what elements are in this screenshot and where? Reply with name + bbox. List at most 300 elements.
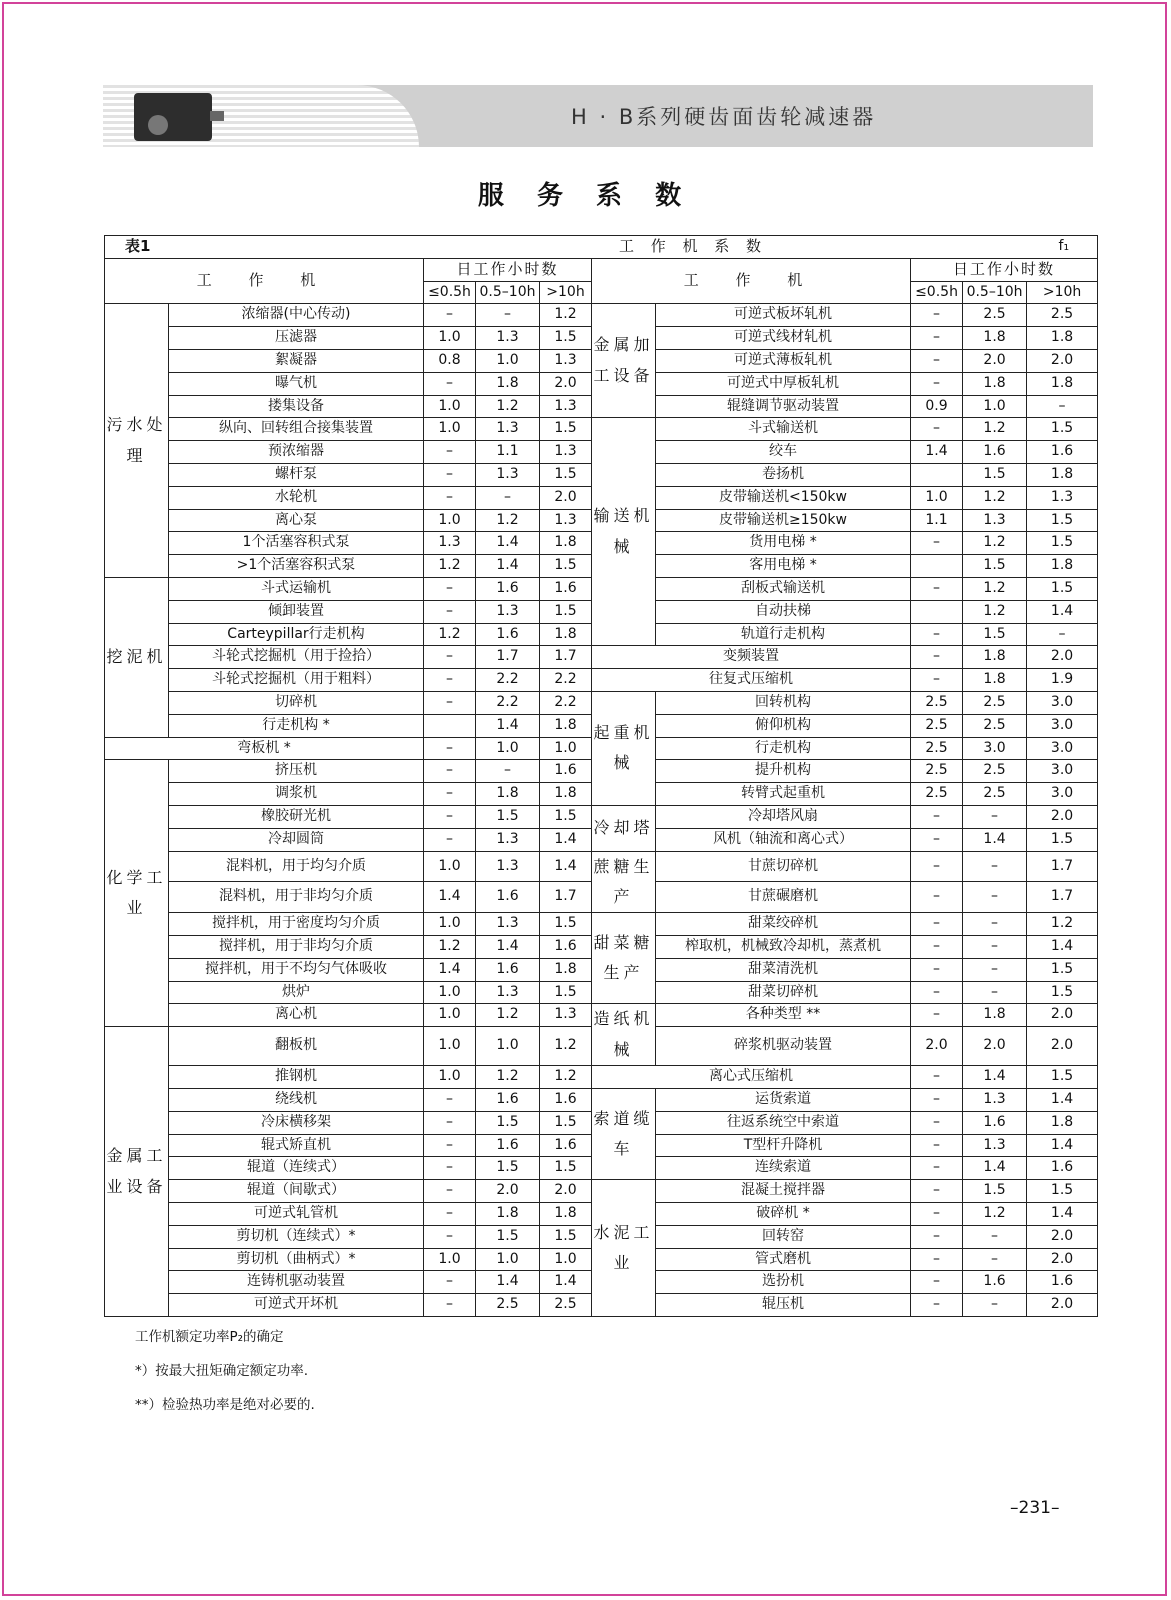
factor-value: 2.2 <box>540 669 592 692</box>
factor-value: 2.5 <box>911 691 963 714</box>
factor-value <box>911 600 963 623</box>
factor-value: 1.7 <box>540 882 592 913</box>
factor-value: – <box>424 1271 476 1294</box>
factor-value: 1.5 <box>1027 1180 1098 1203</box>
machine-header-left: 工 作 机 <box>105 258 424 304</box>
factor-value: – <box>911 1004 963 1027</box>
factor-value: 1.1 <box>476 441 540 464</box>
machine-name: 翻板机 <box>169 1027 424 1066</box>
factor-value: – <box>424 372 476 395</box>
factor-value: 2.0 <box>1027 1248 1098 1271</box>
machine-name: 压滤器 <box>169 327 424 350</box>
factor-value: 1.8 <box>540 958 592 981</box>
factor-value: 1.8 <box>540 783 592 806</box>
header-banner <box>103 85 1093 147</box>
factor-value: 1.9 <box>1027 669 1098 692</box>
factor-value: 1.5 <box>963 555 1027 578</box>
factor-value: 1.0 <box>424 418 476 441</box>
machine-name: >1个活塞容积式泵 <box>169 555 424 578</box>
factor-value: 1.2 <box>424 623 476 646</box>
factor-value: 1.4 <box>1027 600 1098 623</box>
factor-value: 1.0 <box>476 737 540 760</box>
factor-value: – <box>963 1225 1027 1248</box>
factor-value: – <box>911 304 963 327</box>
factor-value: 1.3 <box>963 1089 1027 1112</box>
factor-value: 1.4 <box>963 828 1027 851</box>
factor-value: 1.2 <box>963 577 1027 600</box>
factor-value: 1.8 <box>1027 555 1098 578</box>
factor-value: 2.5 <box>963 760 1027 783</box>
factor-value: 2.5 <box>540 1294 592 1317</box>
factor-value: – <box>424 1294 476 1317</box>
factor-value: 1.4 <box>963 1157 1027 1180</box>
factor-value: 1.6 <box>963 441 1027 464</box>
factor-value: 2.0 <box>540 372 592 395</box>
factor-value: – <box>911 1203 963 1226</box>
machine-name: 连续索道 <box>656 1157 911 1180</box>
left-group-label: 化学工业 <box>105 760 169 1027</box>
machine-name: 离心机 <box>169 1004 424 1027</box>
factor-value: 2.5 <box>911 783 963 806</box>
factor-symbol: f₁ <box>963 236 1098 259</box>
factor-value: – <box>963 882 1027 913</box>
machine-name: 回转窑 <box>656 1225 911 1248</box>
factor-value: 1.4 <box>476 1271 540 1294</box>
machine-name: 运货索道 <box>656 1089 911 1112</box>
factor-value: – <box>911 1294 963 1317</box>
machine-name: 碎浆机驱动装置 <box>656 1027 911 1066</box>
factor-value: 1.5 <box>540 555 592 578</box>
machine-name: 甘蔗切碎机 <box>656 851 911 882</box>
factor-value: – <box>424 600 476 623</box>
factor-value: 1.8 <box>1027 463 1098 486</box>
factor-value: – <box>424 691 476 714</box>
col-header: ≤0.5h <box>424 281 476 304</box>
factor-value: 2.0 <box>1027 1225 1098 1248</box>
factor-value: 1.2 <box>424 936 476 959</box>
factor-value: 1.4 <box>1027 1089 1098 1112</box>
factor-value: 1.2 <box>963 532 1027 555</box>
footnote: **）检验热功率是绝对必要的. <box>135 1397 315 1413</box>
footnote: 工作机额定功率P₂的确定 <box>135 1329 284 1345</box>
table-row <box>105 913 1098 936</box>
factor-value: 1.5 <box>476 1225 540 1248</box>
machine-name: Carteypillar行走机构 <box>169 623 424 646</box>
factor-value: 1.5 <box>963 1180 1027 1203</box>
factor-value: – <box>424 441 476 464</box>
factor-value: – <box>911 418 963 441</box>
col-header: >10h <box>540 281 592 304</box>
machine-name: 提升机构 <box>656 760 911 783</box>
factor-value: 2.0 <box>963 1027 1027 1066</box>
factor-value: – <box>911 646 963 669</box>
factor-value: 1.8 <box>476 372 540 395</box>
page-number: –231– <box>1010 1498 1060 1518</box>
machine-name: 调浆机 <box>169 783 424 806</box>
machine-name: 橡胶研光机 <box>169 805 424 828</box>
factor-value: 1.5 <box>540 805 592 828</box>
factor-value: 1.8 <box>540 623 592 646</box>
factor-value: 1.3 <box>540 1004 592 1027</box>
factor-value: 1.6 <box>540 1134 592 1157</box>
factor-value: 1.5 <box>540 600 592 623</box>
factor-value: – <box>963 913 1027 936</box>
factor-value: 1.5 <box>1027 577 1098 600</box>
table-row <box>105 304 1098 327</box>
factor-value: – <box>476 304 540 327</box>
factor-value: 1.4 <box>1027 1134 1098 1157</box>
factor-value: 1.8 <box>963 669 1027 692</box>
factor-value: – <box>911 349 963 372</box>
factor-value: 1.8 <box>476 783 540 806</box>
factor-value: 2.5 <box>963 691 1027 714</box>
machine-name: 货用电梯 * <box>656 532 911 555</box>
machine-name: 选扮机 <box>656 1271 911 1294</box>
machine-name: 搅拌机，用于不均匀气体吸收 <box>169 958 424 981</box>
factor-value: 2.5 <box>911 760 963 783</box>
machine-name: 混料机，用于非均匀介质 <box>169 882 424 913</box>
factor-value: 1.2 <box>540 1027 592 1066</box>
machine-name: 混凝土搅拌器 <box>656 1180 911 1203</box>
factor-value: 2.5 <box>963 714 1027 737</box>
factor-value: 1.3 <box>476 828 540 851</box>
factor-value: 1.4 <box>424 958 476 981</box>
factor-value: – <box>911 936 963 959</box>
machine-name: 斗式输送机 <box>656 418 911 441</box>
factor-value: 1.0 <box>424 395 476 418</box>
factor-value: 1.3 <box>540 395 592 418</box>
machine-name: 水轮机 <box>169 486 424 509</box>
machine-name: 刮板式输送机 <box>656 577 911 600</box>
factor-value: 1.3 <box>476 327 540 350</box>
factor-value: 0.8 <box>424 349 476 372</box>
factor-value: 1.0 <box>424 851 476 882</box>
factor-value: 1.6 <box>476 577 540 600</box>
factor-value: 2.5 <box>963 783 1027 806</box>
factor-value: 1.2 <box>1027 913 1098 936</box>
machine-name: 连铸机驱动装置 <box>169 1271 424 1294</box>
factor-value: 1.2 <box>476 509 540 532</box>
factor-value: – <box>911 1134 963 1157</box>
factor-value: 1.6 <box>476 882 540 913</box>
right-group-label: 甜菜糖生产 <box>592 913 656 1004</box>
machine-name: 破碎机 * <box>656 1203 911 1226</box>
factor-value: 3.0 <box>1027 760 1098 783</box>
banner-title: H · B系列硬齿面齿轮减速器 <box>571 105 877 129</box>
factor-value: 1.2 <box>476 1066 540 1089</box>
factor-value: 1.3 <box>424 532 476 555</box>
factor-value: – <box>963 958 1027 981</box>
factor-value: 1.8 <box>540 532 592 555</box>
factor-value: 2.0 <box>540 486 592 509</box>
factor-value: 1.5 <box>963 623 1027 646</box>
factor-value: 1.1 <box>911 509 963 532</box>
factor-value: – <box>963 981 1027 1004</box>
factor-value: – <box>424 669 476 692</box>
table-row <box>105 669 1098 692</box>
machine-name: 辊压机 <box>656 1294 911 1317</box>
factor-value: 1.3 <box>540 509 592 532</box>
factor-value: – <box>911 669 963 692</box>
factor-value: 1.7 <box>540 646 592 669</box>
factor-value: 1.0 <box>424 1248 476 1271</box>
table-row <box>105 646 1098 669</box>
factor-value: 1.8 <box>540 714 592 737</box>
factor-value: 1.0 <box>424 509 476 532</box>
factor-value: 1.6 <box>963 1111 1027 1134</box>
right-group-label: 输送机械 <box>592 418 656 646</box>
machine-name: 可逆式轧管机 <box>169 1203 424 1226</box>
factor-value: 3.0 <box>1027 783 1098 806</box>
factor-value: 1.0 <box>540 737 592 760</box>
page-title: 服 务 系 数 <box>477 181 694 211</box>
machine-name: 皮带输送机<150kw <box>656 486 911 509</box>
machine-name: 绕线机 <box>169 1089 424 1112</box>
machine-name: 辊道（间歇式） <box>169 1180 424 1203</box>
service-factor-table <box>104 235 1098 1317</box>
factor-value: 1.5 <box>540 1111 592 1134</box>
factor-value: 1.5 <box>1027 418 1098 441</box>
factor-value: 1.5 <box>540 981 592 1004</box>
table-row <box>105 1066 1098 1089</box>
factor-value: 2.0 <box>963 349 1027 372</box>
factor-value: 1.2 <box>540 1066 592 1089</box>
machine-name: 离心泵 <box>169 509 424 532</box>
factor-value: 3.0 <box>1027 714 1098 737</box>
machine-name: 浓缩器(中心传动) <box>169 304 424 327</box>
factor-value: 3.0 <box>1027 691 1098 714</box>
factor-value: – <box>911 1066 963 1089</box>
factor-value: 2.2 <box>540 691 592 714</box>
factor-value: – <box>911 327 963 350</box>
factor-value: 1.2 <box>963 486 1027 509</box>
machine-name: 搅拌机，用于非均匀介质 <box>169 936 424 959</box>
machine-name: 可逆式线材轧机 <box>656 327 911 350</box>
col-header: ≤0.5h <box>911 281 963 304</box>
machine-name: 絮凝器 <box>169 349 424 372</box>
footnotes <box>135 1320 315 1422</box>
table-row <box>105 851 1098 882</box>
factor-value: – <box>911 532 963 555</box>
factor-value: 1.5 <box>540 418 592 441</box>
machine-name: 轨道行走机构 <box>656 623 911 646</box>
factor-value: – <box>424 737 476 760</box>
factor-value: 2.0 <box>911 1027 963 1066</box>
factor-value: 1.6 <box>540 760 592 783</box>
factor-value: 1.4 <box>476 555 540 578</box>
machine-name: 预浓缩器 <box>169 441 424 464</box>
factor-value: 2.0 <box>476 1180 540 1203</box>
factor-value: – <box>911 1225 963 1248</box>
factor-value: – <box>911 1248 963 1271</box>
factor-value: 1.7 <box>1027 851 1098 882</box>
factor-value: 1.4 <box>476 936 540 959</box>
right-group-label: 水泥工业 <box>592 1180 656 1317</box>
factor-value: – <box>424 805 476 828</box>
table-row <box>105 691 1098 714</box>
factor-value: – <box>911 913 963 936</box>
right-group-label: 起重机械 <box>592 691 656 805</box>
factor-value: – <box>424 486 476 509</box>
factor-value: – <box>911 1089 963 1112</box>
factor-value: 2.0 <box>540 1180 592 1203</box>
factor-value: – <box>476 486 540 509</box>
machine-name: 榨取机，机械致冷却机，蒸煮机 <box>656 936 911 959</box>
left-group-label: 挖泥机 <box>105 577 169 737</box>
factor-value: 1.4 <box>911 441 963 464</box>
machine-name: 倾卸装置 <box>169 600 424 623</box>
factor-value: 1.3 <box>963 1134 1027 1157</box>
factor-value: – <box>911 958 963 981</box>
factor-value: 1.0 <box>424 1066 476 1089</box>
factor-value: 1.3 <box>476 600 540 623</box>
factor-value: – <box>911 805 963 828</box>
factor-value: 1.8 <box>963 646 1027 669</box>
factor-value: 1.5 <box>1027 828 1098 851</box>
left-group-label: 污水处理 <box>105 304 169 578</box>
machine-name: 斗式运输机 <box>169 577 424 600</box>
factor-value: 1.6 <box>1027 1271 1098 1294</box>
machine-name: 甜菜清洗机 <box>656 958 911 981</box>
factor-value: 1.4 <box>540 828 592 851</box>
machine-name: 卷扬机 <box>656 463 911 486</box>
factor-value: 1.4 <box>963 1066 1027 1089</box>
machine-name: T型杆升降机 <box>656 1134 911 1157</box>
table-row <box>105 418 1098 441</box>
factor-value: 2.0 <box>1027 1294 1098 1317</box>
factor-value: – <box>424 304 476 327</box>
machine-name: 螺杆泵 <box>169 463 424 486</box>
factor-value <box>911 555 963 578</box>
machine-name: 回转机构 <box>656 691 911 714</box>
factor-value: – <box>963 1294 1027 1317</box>
footnote: *）按最大扭矩确定额定功率. <box>135 1363 309 1379</box>
factor-value: 1.0 <box>424 981 476 1004</box>
factor-value: 1.6 <box>963 1271 1027 1294</box>
factor-value: 1.5 <box>540 1157 592 1180</box>
right-group-label: 造纸机械 <box>592 1004 656 1066</box>
factor-value: – <box>424 463 476 486</box>
right-group-label: 蔗糖生产 <box>592 851 656 913</box>
machine-name: 管式磨机 <box>656 1248 911 1271</box>
factor-value: 1.6 <box>1027 441 1098 464</box>
hours-header-left: 日工作小时数 <box>424 258 592 281</box>
factor-value: 1.2 <box>424 555 476 578</box>
gear-reducer-image <box>134 93 212 141</box>
factor-value: – <box>911 577 963 600</box>
factor-value: 2.5 <box>963 304 1027 327</box>
factor-value: 1.3 <box>540 349 592 372</box>
factor-value: 1.7 <box>476 646 540 669</box>
machine-name: 剪切机（连续式）* <box>169 1225 424 1248</box>
factor-value: 1.4 <box>540 851 592 882</box>
factor-value: 1.2 <box>476 1004 540 1027</box>
factor-value: 2.5 <box>911 714 963 737</box>
machine-name: 转臂式起重机 <box>656 783 911 806</box>
factor-value: 1.5 <box>1027 532 1098 555</box>
factor-value: 1.4 <box>424 882 476 913</box>
factor-value: 1.8 <box>1027 1111 1098 1134</box>
machine-name: 挤压机 <box>169 760 424 783</box>
machine-name: 辊缝调节驱动装置 <box>656 395 911 418</box>
factor-value: – <box>911 623 963 646</box>
factor-value: 1.4 <box>1027 936 1098 959</box>
factor-value: 1.5 <box>1027 509 1098 532</box>
machine-name: 辊道（连续式） <box>169 1157 424 1180</box>
machine-name: 可逆式板坏轧机 <box>656 304 911 327</box>
factor-value: 2.5 <box>1027 304 1098 327</box>
factor-value: 3.0 <box>963 737 1027 760</box>
factor-value: 1.8 <box>963 327 1027 350</box>
factor-value: – <box>424 1225 476 1248</box>
factor-value: 1.5 <box>1027 1066 1098 1089</box>
reducer-hub <box>148 115 168 135</box>
reducer-shaft <box>210 111 224 121</box>
factor-value: 2.0 <box>1027 805 1098 828</box>
factor-value: 1.8 <box>963 372 1027 395</box>
col-header: >10h <box>1027 281 1098 304</box>
right-group-label: 冷却塔 <box>592 805 656 851</box>
machine-name: 绞车 <box>656 441 911 464</box>
machine-name: 可逆式中厚板轧机 <box>656 372 911 395</box>
factor-value: 1.0 <box>424 913 476 936</box>
factor-value: 1.6 <box>476 958 540 981</box>
factor-value: – <box>911 372 963 395</box>
machine-name: 甜菜绞碎机 <box>656 913 911 936</box>
factor-value: 1.4 <box>1027 1203 1098 1226</box>
factor-value: 1.3 <box>476 463 540 486</box>
factor-value: 1.3 <box>1027 486 1098 509</box>
machine-name: 各种类型 ** <box>656 1004 911 1027</box>
machine-name: 斗轮式挖掘机（用于捡拾） <box>169 646 424 669</box>
factor-value: 1.3 <box>540 441 592 464</box>
factor-value <box>911 463 963 486</box>
factor-value: – <box>911 1157 963 1180</box>
factor-value: – <box>911 1111 963 1134</box>
machine-name: 俯仰机构 <box>656 714 911 737</box>
factor-value: – <box>1027 623 1098 646</box>
machine-name: 行走机构 * <box>169 714 424 737</box>
machine-name: 甜菜切碎机 <box>656 981 911 1004</box>
machine-name: 1个活塞容积式泵 <box>169 532 424 555</box>
factor-value: – <box>424 1134 476 1157</box>
factor-value: – <box>424 1089 476 1112</box>
factor-value: 1.5 <box>540 913 592 936</box>
table-caption: 工 作 机 系 数 <box>424 236 963 259</box>
factor-value: 2.0 <box>1027 1004 1098 1027</box>
factor-value: – <box>911 1180 963 1203</box>
factor-value: – <box>911 828 963 851</box>
factor-value: – <box>911 882 963 913</box>
factor-value: 1.7 <box>1027 882 1098 913</box>
factor-value: 1.3 <box>476 913 540 936</box>
table-row <box>105 805 1098 828</box>
factor-value: 1.0 <box>476 1027 540 1066</box>
factor-value: – <box>424 760 476 783</box>
factor-value: – <box>963 936 1027 959</box>
machine-name: 自动扶梯 <box>656 600 911 623</box>
factor-value: 1.0 <box>911 486 963 509</box>
machine-name: 可逆式薄板轧机 <box>656 349 911 372</box>
factor-value: – <box>424 646 476 669</box>
machine-name: 往返系统空中索道 <box>656 1111 911 1134</box>
factor-value: – <box>424 1111 476 1134</box>
factor-value: 1.8 <box>540 1203 592 1226</box>
factor-value: 1.5 <box>963 463 1027 486</box>
table-row <box>105 1180 1098 1203</box>
factor-value: 1.5 <box>476 805 540 828</box>
hours-header-right: 日工作小时数 <box>911 258 1098 281</box>
